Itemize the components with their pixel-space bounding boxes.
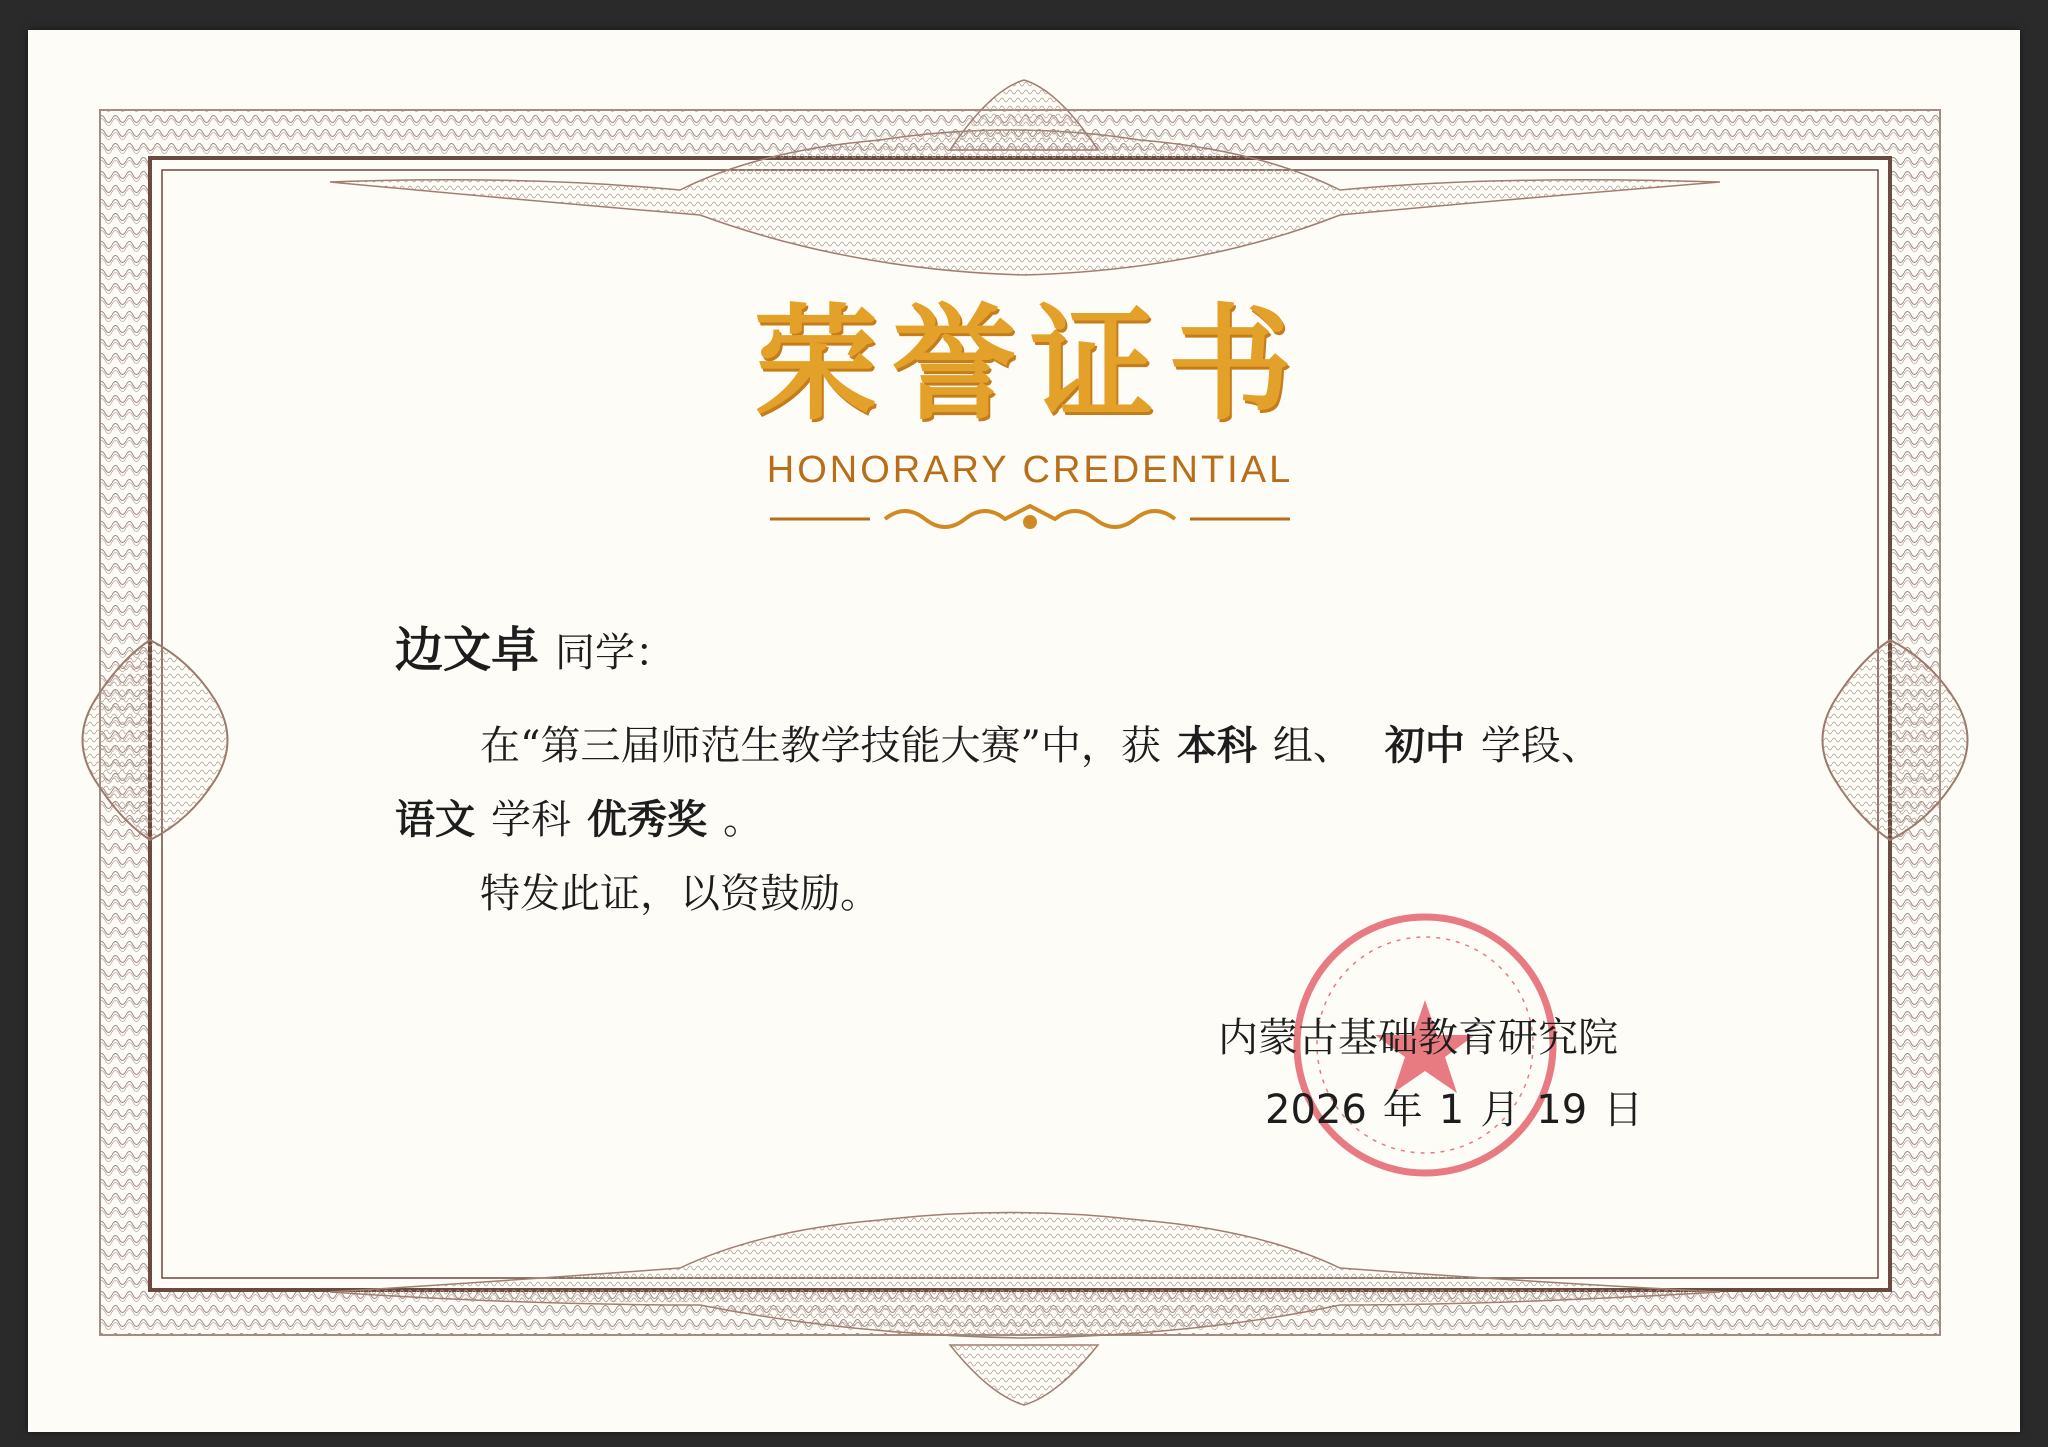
body-line-1: [480, 718, 1601, 774]
date-year: 2026: [1265, 1087, 1367, 1133]
stage-suffix: 学段、: [1480, 723, 1601, 769]
subject-suffix: 学科: [491, 797, 571, 843]
end-punct: 。: [723, 797, 763, 843]
date-day: 19: [1536, 1087, 1588, 1133]
date-month-unit: 月: [1480, 1087, 1521, 1133]
certificate-title: 荣誉证书: [753, 293, 1306, 437]
closing-line: 特发此证，以资鼓励。: [480, 871, 880, 917]
issuer-name: 内蒙古基础教育研究院: [1218, 1015, 1618, 1061]
body-line-2: [395, 792, 763, 848]
group-value: 本科: [1176, 722, 1257, 769]
date-month: 1: [1438, 1087, 1465, 1133]
body-prefix: 在“第三届师范生教学技能大赛”中，获: [480, 723, 1161, 769]
certificate-subtitle: HONORARY CREDENTIAL: [766, 449, 1294, 491]
award-value: 优秀奖: [587, 796, 707, 843]
subject-value: 语文: [395, 796, 475, 843]
recipient-line: [395, 622, 675, 681]
date-year-unit: 年: [1382, 1087, 1423, 1133]
stage-value: 初中: [1384, 722, 1465, 769]
recipient-suffix: 同学：: [555, 630, 676, 676]
issue-date: [1265, 1082, 1643, 1138]
title-flourish: [770, 498, 1290, 540]
date-day-unit: 日: [1603, 1087, 1644, 1133]
recipient-name: 边文卓: [395, 622, 540, 678]
group-suffix: 组、: [1272, 723, 1353, 769]
